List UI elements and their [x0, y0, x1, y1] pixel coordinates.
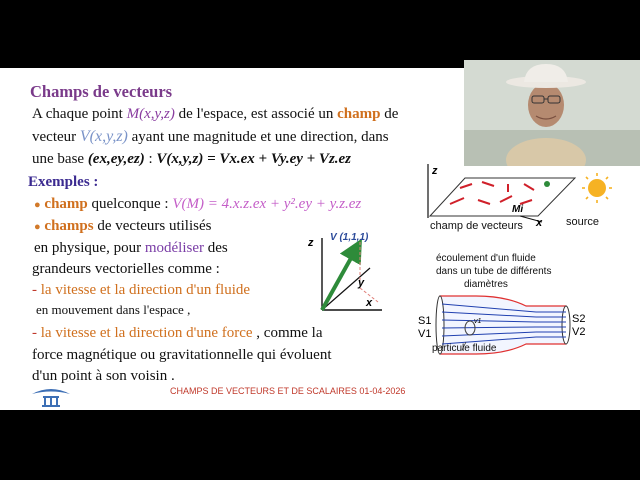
presenter-video — [464, 60, 640, 166]
text: quelconque : — [87, 196, 173, 212]
y-axis — [322, 268, 370, 310]
footer-title: CHAMPS DE VECTEURS ET DE SCALAIRES 01-04-2026 — [170, 386, 406, 396]
z-label: z — [432, 165, 438, 177]
text: en physique, pour — [34, 240, 145, 256]
champ-word: champ — [337, 106, 381, 122]
champ-word: champ — [44, 196, 88, 212]
vector-v-arrow — [322, 242, 360, 310]
force-text: la vitesse et la direction d'une force — [40, 325, 253, 341]
caption-line: écoulement d'un fluide — [436, 253, 536, 264]
text: A chaque point — [32, 106, 127, 122]
example-4 — [32, 325, 323, 342]
slide-title: Champs de vecteurs — [30, 82, 173, 101]
institution-logo — [30, 386, 72, 408]
v-label: V (1,1,1) — [330, 232, 369, 243]
exemples-heading: Exemples : — [28, 174, 99, 190]
text: une base — [32, 151, 88, 167]
particle-label: particule fluide — [432, 343, 497, 354]
text: : — [144, 151, 157, 167]
v1-small-label: v1 — [474, 318, 482, 325]
text: vecteur — [32, 129, 80, 145]
example-4-line-3: d'un point à son voisin . — [32, 368, 175, 384]
intro-line-3 — [32, 151, 351, 168]
text: , — [183, 302, 191, 317]
x-label: x — [366, 297, 373, 309]
dash: - — [32, 282, 41, 298]
webcam-overlay — [464, 60, 640, 166]
v2-label: V2 — [572, 326, 586, 338]
mi-label: Mi — [512, 204, 524, 215]
sun-icon — [588, 179, 606, 197]
x-label: x — [536, 217, 543, 229]
fluid-caption — [436, 252, 551, 291]
bullet-icon: ● — [34, 221, 41, 233]
example-2-line-3: grandeurs vectorielles comme : — [32, 261, 220, 277]
text: de — [380, 106, 399, 122]
dash: - — [32, 325, 41, 341]
intro-line-1 — [32, 106, 398, 123]
v1-label: V1 — [418, 328, 432, 340]
bullet-icon: ● — [34, 199, 41, 211]
decomposition-formula: V(x,y,z) = Vx.ex + Vy.ey + Vz.ez — [156, 151, 352, 167]
modeliser-word: modéliser — [144, 240, 204, 256]
text: de vecteurs utilisés — [93, 218, 212, 234]
point-m: M(x,y,z) — [126, 106, 175, 122]
champs-word: champs — [44, 218, 94, 234]
text: ayant une magnitude et une direction — [127, 129, 354, 145]
intro-line-2 — [32, 128, 389, 146]
s2-label: S2 — [572, 313, 586, 325]
example-3-line-2 — [36, 302, 190, 318]
point-mi-dot — [544, 181, 550, 187]
example-formula: V(M) = 4.x.z.ex + y².ey + y.z.ez — [172, 196, 362, 212]
source-label: source — [566, 216, 600, 228]
text: , comme la — [252, 325, 323, 341]
text: en mouvement dans l'espace — [36, 302, 184, 317]
text: des — [203, 240, 228, 256]
text: de l'espace, est associé un — [174, 106, 338, 122]
example-4-line-2: force magnétique ou gravitationnelle qui évoluent — [32, 347, 332, 363]
vector-v: V(x,y,z) — [79, 128, 128, 145]
example-3 — [32, 282, 250, 299]
vector-3d-diagram — [300, 228, 390, 318]
z-label: z — [308, 237, 314, 249]
example-1 — [34, 196, 361, 213]
caption-line: dans un tube de différents — [436, 266, 552, 277]
field-caption: champ de vecteurs — [430, 220, 523, 232]
base-vectors: (ex,ey,ez) — [87, 151, 145, 167]
example-2 — [34, 218, 211, 235]
s1-label: S1 — [418, 315, 432, 327]
text: , dans — [353, 129, 389, 145]
caption-line: diamètres — [464, 279, 508, 290]
field-plane — [430, 178, 575, 216]
fluid-speed-text: la vitesse et la direction d'un fluide — [40, 282, 251, 298]
example-2-line-2 — [34, 240, 228, 257]
y-label: y — [358, 277, 365, 289]
